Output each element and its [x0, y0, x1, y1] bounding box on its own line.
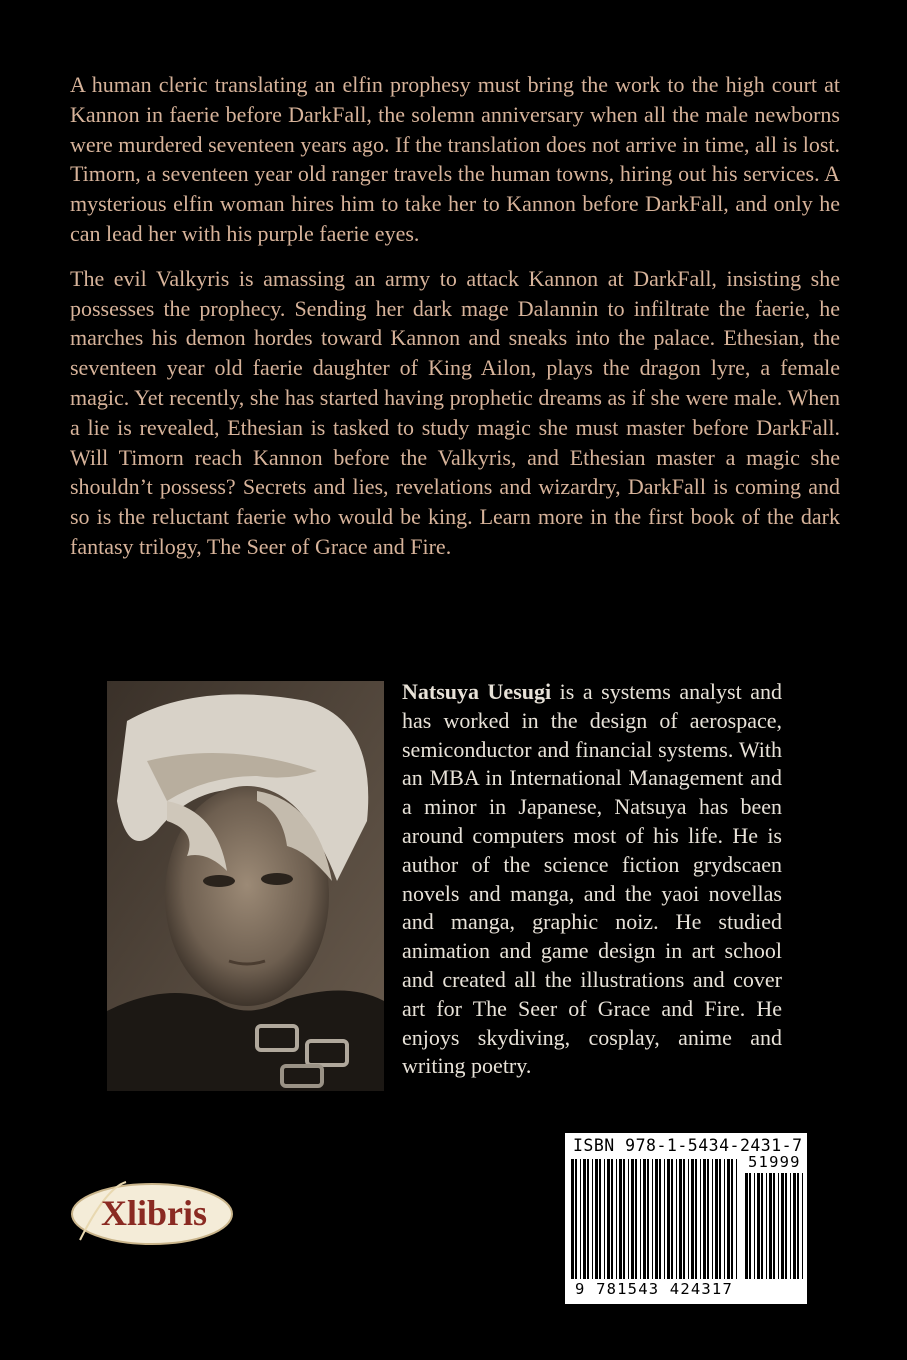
barcode-bar [754, 1173, 755, 1279]
barcode-bar [571, 1159, 574, 1279]
barcode-bar [802, 1173, 803, 1279]
author-photo [107, 681, 384, 1091]
blurb-paragraph-1: A human cleric translating an elfin prophesy must bring the work to the high court at Kannon in faerie before DarkFall, the solemn anniversary when all the male newborns were murdered seventeen years ago. If the translation does not arrive in time, all is lost. Timorn, a seventeen year old ranger travels the human towns, hiring out his services. A mysterious elfin woman hires him to take her to Kannon before DarkFall, and only he can lead her with his purple faerie eyes. [70, 72, 840, 246]
barcode-bar [703, 1159, 706, 1279]
barcode-bar [635, 1159, 637, 1279]
barcode-bar [715, 1159, 718, 1279]
barcode-bar [793, 1173, 796, 1279]
barcode-bar [604, 1159, 605, 1279]
barcode-bar [785, 1173, 787, 1279]
barcode-bar [736, 1159, 737, 1279]
barcode-bar [778, 1173, 779, 1279]
barcode-bar [647, 1159, 649, 1279]
barcode-addon-number: 51999 [748, 1153, 801, 1171]
author-bio [402, 678, 782, 1081]
barcode-bar [731, 1159, 733, 1279]
barcode-bar [757, 1173, 760, 1279]
barcode-bar [611, 1159, 613, 1279]
barcode-bar [700, 1159, 701, 1279]
barcode-bar [727, 1159, 730, 1279]
barcode-bar [640, 1159, 641, 1279]
barcode-bar [683, 1159, 685, 1279]
barcode-bar [616, 1159, 617, 1279]
barcode-bar [749, 1173, 751, 1279]
barcode-bar [773, 1173, 775, 1279]
back-cover-blurb [70, 70, 840, 577]
barcode-bar [679, 1159, 682, 1279]
barcode-bar [623, 1159, 625, 1279]
barcode-bar [583, 1159, 586, 1279]
barcode-bar [575, 1159, 577, 1279]
barcode-bar [655, 1159, 658, 1279]
barcode-bar [676, 1159, 677, 1279]
barcode-bar [595, 1159, 598, 1279]
publisher-logo [66, 1178, 236, 1248]
publisher-logo-text: Xlibris [100, 1193, 207, 1233]
barcode-bar [691, 1159, 694, 1279]
isbn-label: ISBN 978-1-5434-2431-7 [573, 1136, 803, 1155]
barcode-bar [643, 1159, 646, 1279]
barcode-bar [766, 1173, 767, 1279]
barcode-bar [652, 1159, 653, 1279]
blurb-paragraph-2: The evil Valkyris is amassing an army to attack Kannon at DarkFall, insisting she possesses the prophecy. Sending her dark mage Dalannin to infiltrate the faerie, he marches his demon hordes toward Kannon and sneaks into the palace. Ethesian, the seventeen year old faerie daughter of King Ailon, plays the dragon lyre, a female magic. Yet recently, she has started having prophetic dreams as if she were male. When a lie is revealed, Ethesian is tasked to study magic she must master before DarkFall. Will Timorn reach Kannon before the Valkyris, and Ethesian master a magic she shouldn’t possess? Secrets and lies, revelations and wizardry, DarkFall is coming and so is the reluctant faerie who would be king. Learn more in the first book of the dark fantasy trilogy, The Seer of Grace and Fire. [70, 265, 840, 559]
barcode-bar [619, 1159, 622, 1279]
barcode-bar [724, 1159, 725, 1279]
barcode-bar [707, 1159, 709, 1279]
barcode-bar [631, 1159, 634, 1279]
barcode-bar [592, 1159, 593, 1279]
isbn-barcode [565, 1133, 807, 1304]
barcode-bar [667, 1159, 670, 1279]
barcode-bar [719, 1159, 721, 1279]
barcode-bar [671, 1159, 673, 1279]
barcode-bar [745, 1173, 748, 1279]
barcode-bar [712, 1159, 713, 1279]
barcode-bar [580, 1159, 581, 1279]
barcode-bar [761, 1173, 763, 1279]
barcode-bar [781, 1173, 784, 1279]
barcode-bar [587, 1159, 589, 1279]
barcode-bar [790, 1173, 791, 1279]
barcode-bar [664, 1159, 665, 1279]
barcode-bar [659, 1159, 661, 1279]
author-bio-text: is a systems analyst and has worked in the design of aerospace, semiconductor and financial systems. With an MBA in International Management and a minor in Japanese, Natsuya has been around computers most of his life. He is author of the science fiction grydscaen novels and manga, and the yaoi novellas and manga, graphic noiz. He studied animation and game design in art school and created all the illustrations and cover art for The Seer of Grace and Fire. He enjoys skydiving, cosplay, anime and writing poetry. [402, 679, 782, 1079]
barcode-bar [607, 1159, 610, 1279]
barcode-main-number: 9 781543 424317 [575, 1280, 733, 1298]
barcode-bar [797, 1173, 799, 1279]
barcode-bar [599, 1159, 601, 1279]
author-name: Natsuya Uesugi [402, 679, 552, 704]
barcode-bar [628, 1159, 629, 1279]
barcode-bar [688, 1159, 689, 1279]
barcode-bar [695, 1159, 697, 1279]
barcode-bar [769, 1173, 772, 1279]
